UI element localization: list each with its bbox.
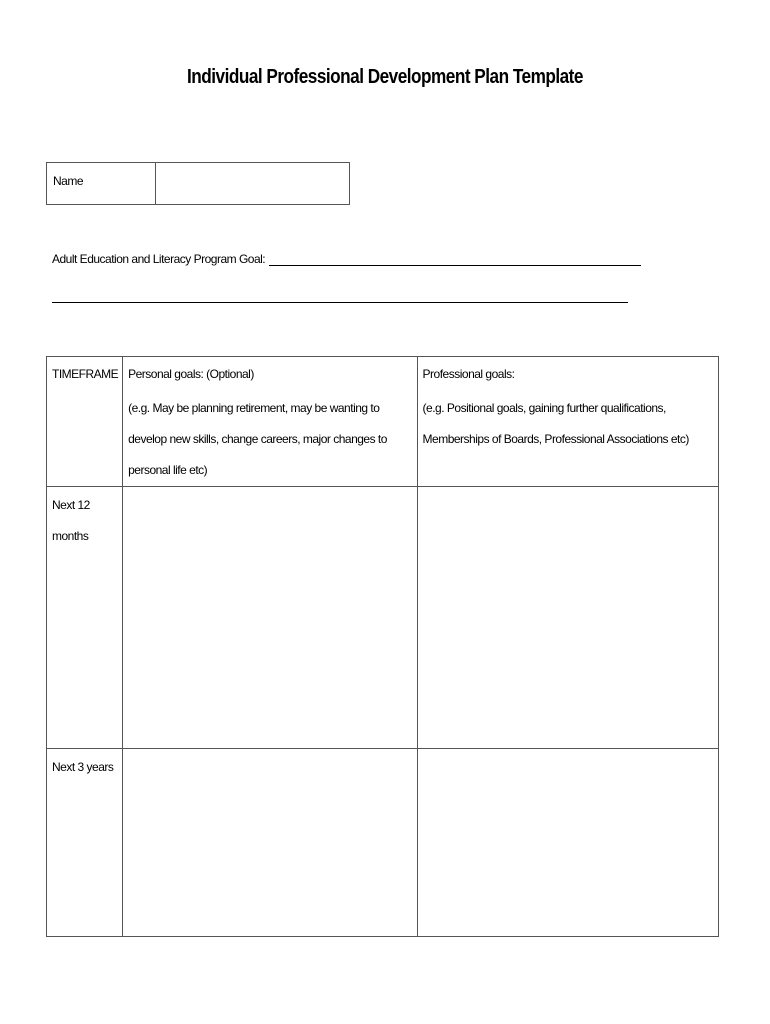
personal-goals-header-label: Personal goals: (Optional)	[128, 367, 254, 381]
header-professional-goals	[417, 357, 718, 487]
timeframe-cell	[47, 487, 123, 749]
professional-goals-example: (e.g. Positional goals, gaining further qualifications, Memberships of Boards, Professional Associations etc)	[422, 401, 689, 446]
professional-goals-header-label: Professional goals:	[422, 367, 515, 381]
table-header-row	[47, 357, 719, 487]
header-timeframe	[47, 357, 123, 487]
name-field[interactable]	[156, 163, 349, 204]
name-table	[46, 162, 350, 205]
name-label: Name	[47, 163, 156, 204]
professional-goals-12-months-field[interactable]	[417, 487, 718, 749]
table-row	[47, 487, 719, 749]
program-goal-field[interactable]	[269, 252, 641, 266]
timeframe-line-1: Next 3 years	[52, 760, 114, 774]
table-row	[47, 749, 719, 937]
timeframe-cell	[47, 749, 123, 937]
timeframe-header-label: TIMEFRAME	[52, 367, 119, 381]
timeframe-line-2: months	[52, 529, 89, 543]
program-goal-line	[52, 252, 641, 266]
development-plan-table	[46, 356, 719, 937]
timeframe-line-1: Next 12	[52, 498, 90, 512]
personal-goals-12-months-field[interactable]	[123, 487, 417, 749]
professional-goals-3-years-field[interactable]	[417, 749, 718, 937]
program-goal-continuation-field[interactable]	[52, 302, 628, 303]
document-title: Individual Professional Development Plan Template	[187, 66, 583, 88]
program-goal-label: Adult Education and Literacy Program Goal:	[52, 252, 266, 266]
timeframe-label	[52, 752, 117, 783]
header-personal-goals	[123, 357, 417, 487]
personal-goals-3-years-field[interactable]	[123, 749, 417, 937]
timeframe-label	[52, 490, 117, 552]
personal-goals-example: (e.g. May be planning retirement, may be wanting to develop new skills, change careers, major changes to personal life etc)	[128, 401, 387, 477]
